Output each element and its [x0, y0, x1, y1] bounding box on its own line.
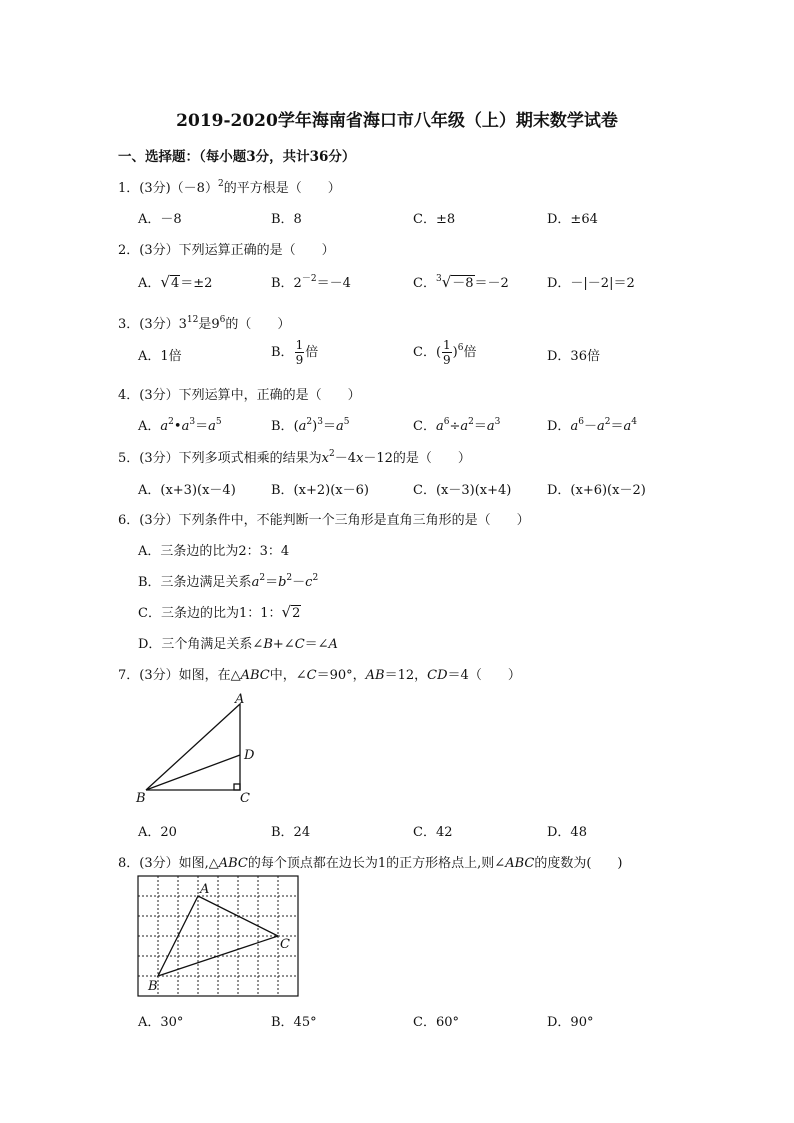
question-1-stem: 1．(3分)$(-8)^2$的平方根是（ ）: [118, 179, 341, 196]
q5-option-c[interactable]: C．(x－3)(x+4): [413, 483, 512, 498]
question-4-stem: 4．(3分）下列运算中，正确的是（ ）: [118, 388, 361, 403]
q6-option-d[interactable]: D．三个角满足关系∠B+∠C＝∠A: [138, 637, 338, 652]
vertex-label-b: B: [148, 979, 158, 994]
q6-option-b[interactable]: B．三条边满足关系$a^2=b^2-c^2$: [138, 573, 319, 590]
q4-option-c[interactable]: C．$a^6\div a^2=a^3$: [413, 417, 501, 434]
vertex-label-c: C: [280, 937, 290, 952]
question-3-stem: 3．(3分）$3^{12}$是$9^6$的（ ）: [118, 315, 291, 332]
question-7-stem: 7．(3分）如图，在△ABC中，∠C＝90°，AB＝12，CD＝4（ ）: [118, 668, 521, 683]
section-heading: 一、选择题：（每小题3分，共计36分）: [118, 149, 356, 165]
q1-option-a[interactable]: A．－8: [138, 212, 182, 227]
q4-option-b[interactable]: B．$(a^2)^3=a^5$: [271, 417, 350, 434]
right-angle-mark: [234, 784, 240, 790]
q8-option-d[interactable]: D．90°: [547, 1015, 594, 1030]
q7-option-a[interactable]: A．20: [138, 825, 177, 840]
q3-option-d[interactable]: D．36倍: [547, 349, 600, 364]
vertex-label-b: B: [136, 791, 146, 806]
q1-option-c[interactable]: C．±8: [413, 212, 456, 227]
q8-option-a[interactable]: A．30°: [138, 1015, 184, 1030]
q8-grid-figure: [136, 874, 302, 1000]
q3-option-a[interactable]: A．1倍: [138, 349, 182, 364]
question-5-stem: 5．(3分）下列多项式相乘的结果为$x^2-4x-12$的是（ ）: [118, 449, 471, 466]
q8-option-b[interactable]: B．45°: [271, 1015, 317, 1030]
q7-option-c[interactable]: C．42: [413, 825, 453, 840]
segment-bd: [146, 755, 240, 790]
q5-option-b[interactable]: B．(x+2)(x－6): [271, 483, 369, 498]
question-6-stem: 6．(3分）下列条件中，不能判断一个三角形是直角三角形的是（ ）: [118, 513, 530, 528]
q2-option-b[interactable]: B．$2^{-2}=-4$: [271, 274, 351, 291]
q2-option-d[interactable]: D．－|－2|＝2: [547, 276, 635, 291]
q2-option-c[interactable]: C．$^3$√－8＝－2: [413, 273, 509, 291]
vertex-label-a: A: [200, 882, 210, 897]
q6-option-c[interactable]: C．三条边的比为1：1：√2: [138, 603, 301, 621]
q3-option-b[interactable]: B． $\frac{1}{9}$ 倍: [271, 338, 319, 367]
q7-option-d[interactable]: D．48: [547, 825, 587, 840]
q7-triangle-figure: [130, 690, 270, 810]
vertex-label-a: A: [235, 692, 245, 707]
question-8-stem: 8．(3分）如图,△ABC的每个顶点都在边长为1的正方形格点上,则∠ABC的度数为( ): [118, 856, 623, 871]
vertex-label-d: D: [244, 748, 255, 763]
vertex-label-c: C: [240, 791, 250, 806]
q1-option-d[interactable]: D．±64: [547, 212, 598, 227]
q2-option-a[interactable]: A．√4＝±2: [138, 273, 213, 291]
q5-option-d[interactable]: D．(x+6)(x－2): [547, 483, 646, 498]
page-title: 2019-2020学年海南省海口市八年级（上）期末数学试卷: [176, 111, 618, 131]
q4-option-d[interactable]: D．$a^6-a^2=a^4$: [547, 417, 637, 434]
q5-option-a[interactable]: A．(x+3)(x－4): [138, 483, 236, 498]
q4-option-a[interactable]: A．$a^2•a^3=a^5$: [138, 417, 222, 434]
q8-option-c[interactable]: C．60°: [413, 1015, 459, 1030]
q3-option-c[interactable]: C．( $\frac{1}{9}$ )$^6$倍: [413, 338, 477, 367]
triangle-abc: [146, 704, 240, 790]
q6-option-a[interactable]: A．三条边的比为2：3：4: [138, 544, 290, 559]
q1-option-b[interactable]: B．8: [271, 212, 302, 227]
q7-option-b[interactable]: B．24: [271, 825, 311, 840]
question-2-stem: 2．(3分）下列运算正确的是（ ）: [118, 243, 335, 258]
